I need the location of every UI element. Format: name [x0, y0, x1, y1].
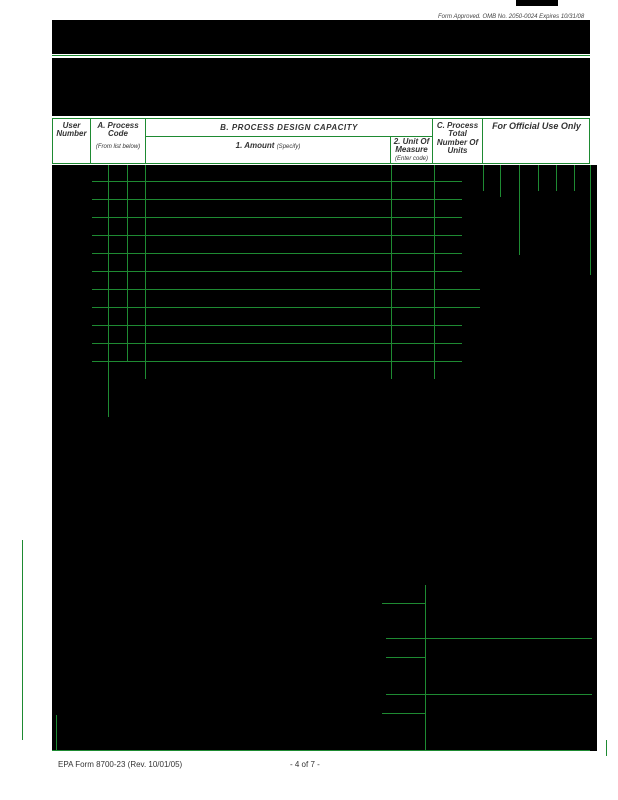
grid-row-5 — [92, 253, 462, 254]
unit-note: (Enter code) — [394, 156, 428, 162]
omb-notice: Form Approved. OMB No. 2050-0024 Expires 10/31/08 — [438, 14, 585, 20]
grid-row-11 — [92, 361, 462, 362]
user-number-header: User Number — [56, 121, 87, 139]
grid-row-6 — [92, 271, 462, 272]
form-id-footer: EPA Form 8700-23 (Rev. 10/01/05) — [58, 760, 183, 769]
process-code-header: A. Process Code — [97, 121, 139, 139]
process-code-note: (From list below) — [95, 144, 141, 150]
amount-note: (Specify) — [276, 144, 301, 150]
grid-row-8 — [92, 307, 480, 308]
header-band-main — [52, 58, 590, 116]
header-band-top — [52, 20, 590, 54]
grid-row-9 — [92, 325, 462, 326]
official-use-header: For Official Use Only — [492, 121, 581, 131]
amount-label: 1. Amount — [235, 141, 275, 150]
page-number: - 4 of 7 - — [290, 760, 320, 769]
grid-row-3 — [92, 217, 462, 218]
grid-row-4 — [92, 235, 462, 236]
top-right-bar — [516, 0, 558, 6]
grid-row-2 — [92, 199, 462, 200]
process-capacity-header: B. PROCESS DESIGN CAPACITY — [220, 123, 358, 132]
header-rule — [52, 55, 590, 56]
grid-row-1 — [92, 181, 462, 182]
amount-header — [146, 142, 390, 150]
unit-of-measure-header: 2. Unit Of Measure — [393, 137, 430, 155]
total-units-header: C. Process Total Number Of Units — [436, 121, 479, 156]
grid-row-7 — [92, 289, 480, 290]
grid-row-10 — [92, 343, 462, 344]
